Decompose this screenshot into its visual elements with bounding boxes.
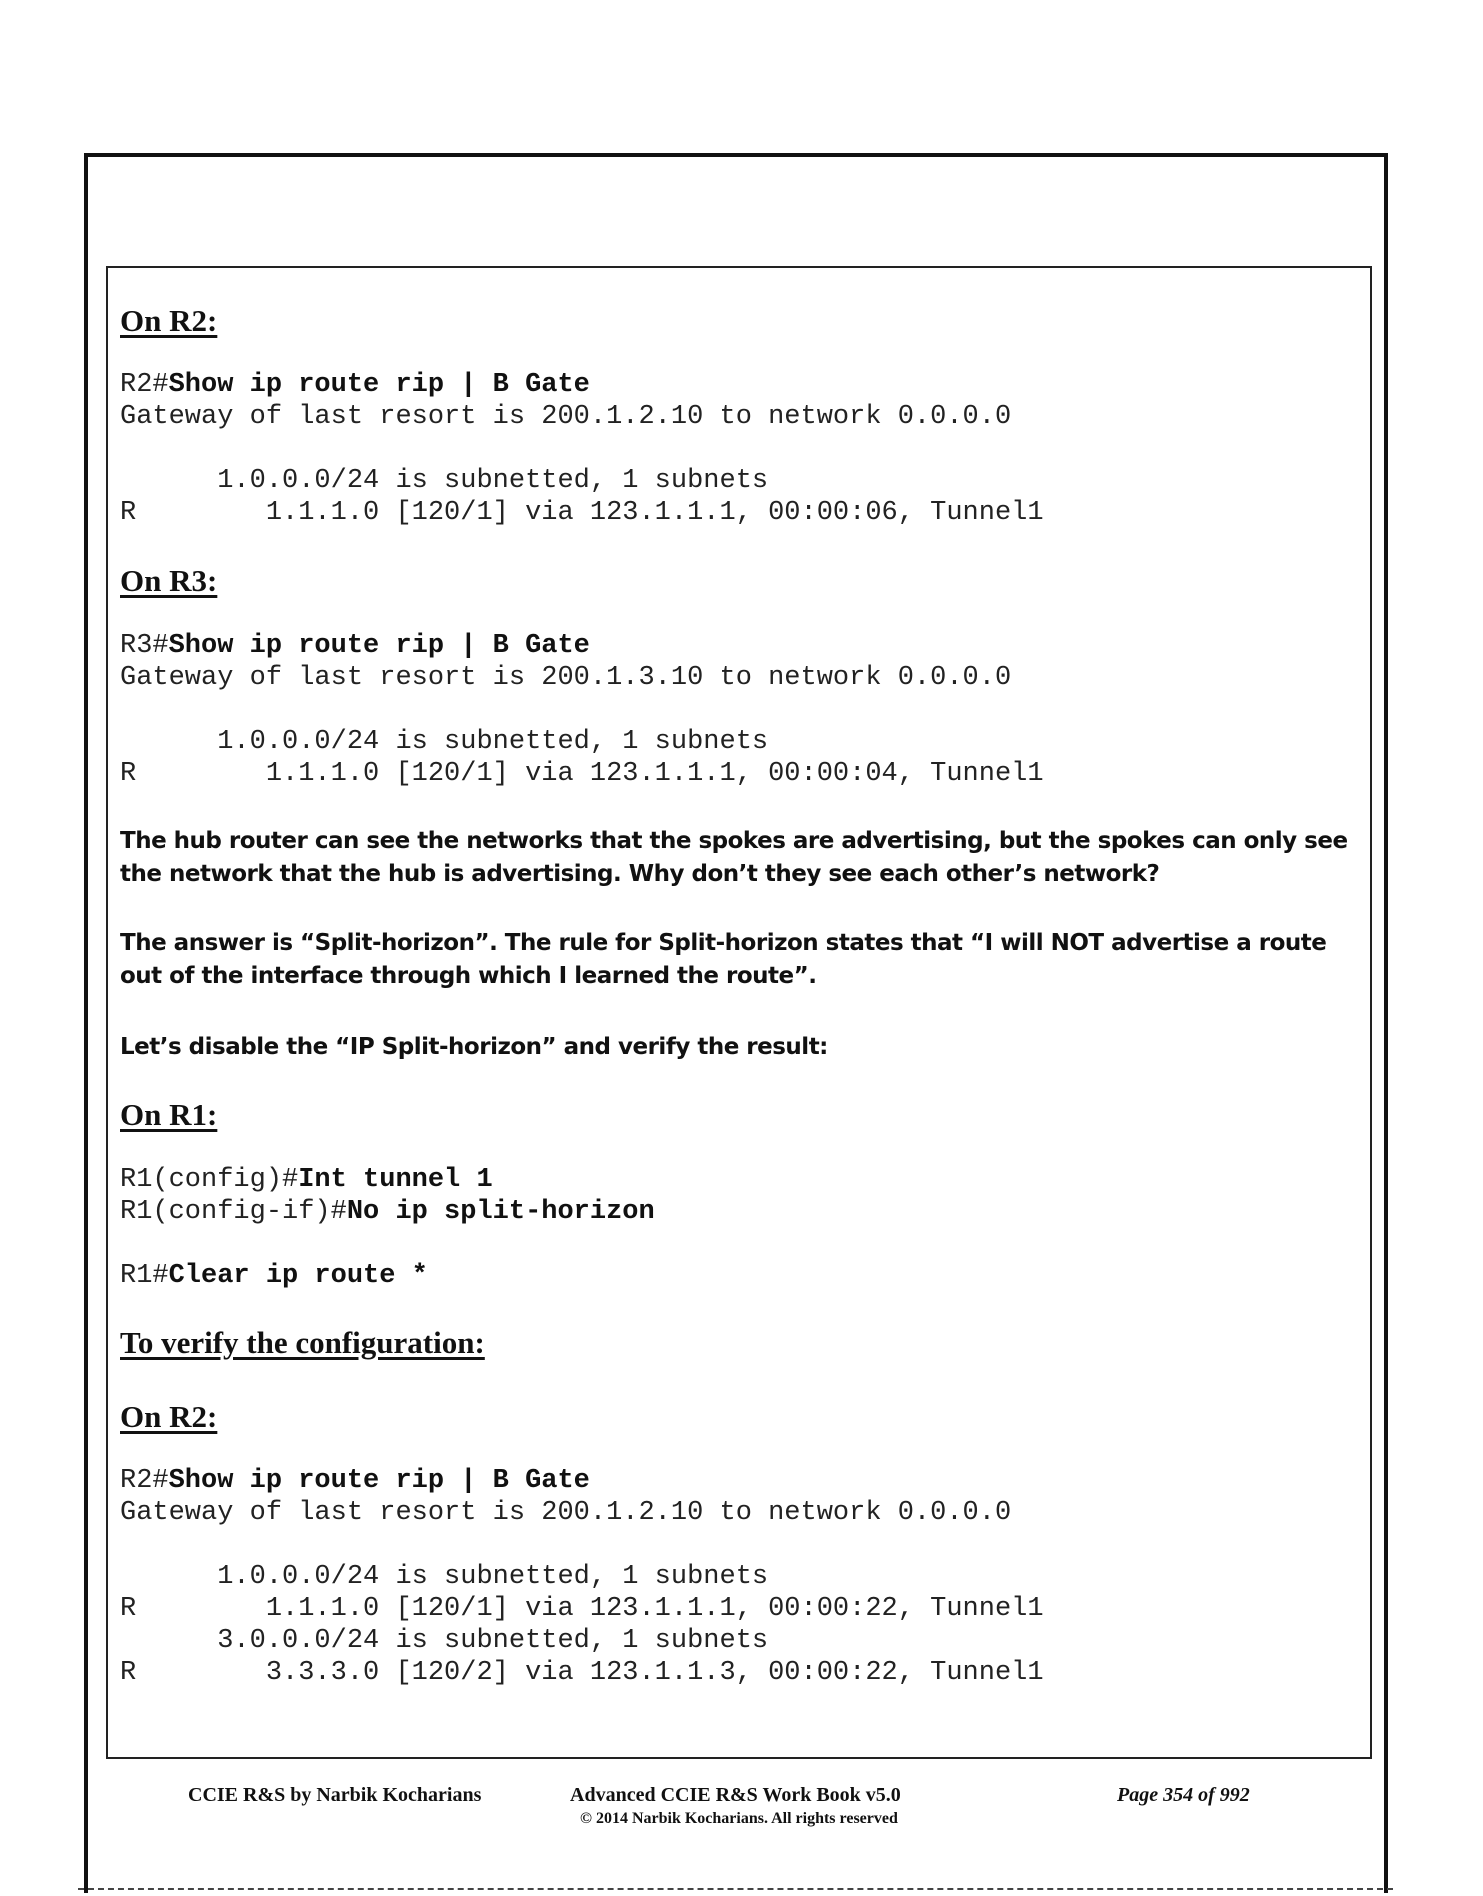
footer-copyright: © 2014 Narbik Kocharians. All rights reserved: [580, 1810, 898, 1827]
section-heading: On R1:: [120, 1097, 218, 1132]
paragraph-text: Let’s disable the “IP Split-horizon” and verify the result:: [120, 1034, 828, 1060]
paragraph-text: The answer is “Split-horizon”. The rule for Split-horizon states that “I will NOT advertise a route out of the interface through which I learned the route”.: [120, 930, 1327, 989]
bottom-dashed-rule: [78, 1888, 1393, 1890]
footer-book-title: Advanced CCIE R&S Work Book v5.0: [570, 1784, 901, 1806]
cli-output: Gateway of last resort is 200.1.2.10 to network 0.0.0.0 1.0.0.0/24 is subnetted, 1 subnets R 1.1.1.0 [120/1] via 123.1.1.1, 00:00:06, Tunnel1: [120, 402, 1044, 528]
footer-page-number: Page 354 of 992: [1117, 1784, 1250, 1806]
r2-second-cli: [120, 1465, 1044, 1689]
footer-author: CCIE R&S by Narbik Kocharians: [188, 1784, 482, 1806]
section-r3: [120, 563, 217, 599]
r1-clear-cli: [120, 1260, 428, 1292]
paragraph-explanation-3: [120, 1031, 1360, 1064]
cli-command: Int tunnel 1: [298, 1165, 493, 1195]
cli-prompt: R3#: [120, 631, 169, 661]
cli-output: Gateway of last resort is 200.1.2.10 to network 0.0.0.0 1.0.0.0/24 is subnetted, 1 subnets R 1.1.1.0 [120/1] via 123.1.1.1, 00:00:22, Tunnel1 3.0.0.0/24 is subnetted, 1 subnets R 3.3.3.0 [120/2] via 123.1.1.3, 00:00:22, Tunnel1: [120, 1498, 1044, 1688]
cli-command: Show ip route rip | B Gate: [168, 370, 590, 400]
section-heading: On R2:: [120, 1399, 218, 1434]
paragraph-text: The hub router can see the networks that the spokes are advertising, but the spokes can only see the network that the hub is advertising. Why don’t they see each other’s network?: [120, 828, 1348, 887]
cli-prompt: R1#: [120, 1261, 169, 1291]
r2-first-cli: [120, 369, 1044, 529]
cli-prompt: R1(config)#: [120, 1165, 299, 1195]
cli-prompt: R2#: [120, 1466, 169, 1496]
cli-command: Show ip route rip | B Gate: [168, 631, 590, 661]
section-heading: To verify the configuration:: [120, 1325, 485, 1360]
section-heading: On R2:: [120, 303, 218, 338]
cli-prompt: R2#: [120, 370, 169, 400]
r3-cli: [120, 630, 1044, 790]
paragraph-explanation-1: [120, 825, 1360, 891]
cli-command: Clear ip route *: [168, 1261, 428, 1291]
section-r1: [120, 1097, 217, 1133]
cli-prompt: R1(config-if)#: [120, 1197, 347, 1227]
cli-output: Gateway of last resort is 200.1.3.10 to network 0.0.0.0 1.0.0.0/24 is subnetted, 1 subnets R 1.1.1.0 [120/1] via 123.1.1.1, 00:00:04, Tunnel1: [120, 663, 1044, 789]
section-heading: On R3:: [120, 563, 218, 598]
cli-command: Show ip route rip | B Gate: [168, 1466, 590, 1496]
cli-command: No ip split-horizon: [346, 1197, 655, 1227]
r1-cli: [120, 1164, 655, 1228]
section-verify: [120, 1325, 485, 1361]
section-r2-second: [120, 1399, 217, 1435]
paragraph-explanation-2: [120, 927, 1360, 993]
section-r2-first: [120, 303, 217, 339]
